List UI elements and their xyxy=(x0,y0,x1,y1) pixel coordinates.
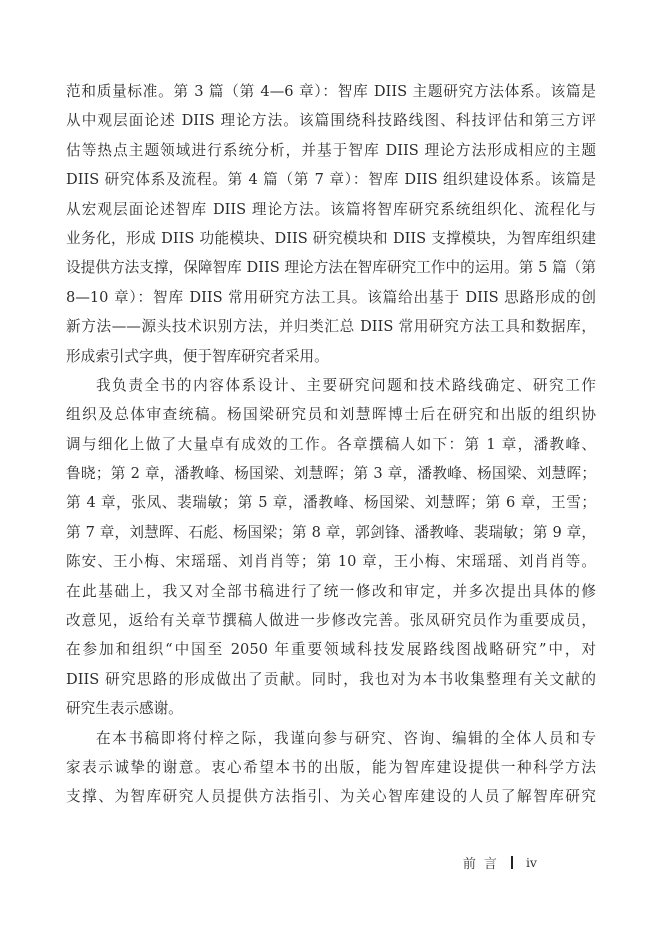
text-line: 设提供方法支撑，保障智库 DIIS 理论方法在智库研究工作中的运用。第 5 篇（第 xyxy=(66,259,596,277)
paragraph-structure-overview xyxy=(66,77,596,371)
text-line: DIIS 研究体系及流程。第 4 篇（第 7 章）：智库 DIIS 组织建设体系。该篇是 xyxy=(66,171,596,189)
paragraph-acknowledgements xyxy=(66,724,596,812)
text-line: 范和质量标准。第 3 篇（第 4—6 章）：智库 DIIS 主题研究方法体系。该篇是 xyxy=(66,83,596,100)
text-line: 形成索引式字典，便于智库研究者采用。 xyxy=(66,347,329,365)
text-line: 研究生表示感谢。 xyxy=(66,700,183,718)
text-line: DIIS 研究思路的形成做出了贡献。同时，我也对为本书收集整理有关文献的 xyxy=(66,670,596,688)
text-line: 在此基础上，我又对全部书稿进行了统一修改和审定，并多次提出具体的修 xyxy=(66,582,596,600)
text-line: 从宏观层面论述智库 DIIS 理论方法。该篇将智库研究系统组织化、流程化与 xyxy=(66,200,596,218)
body-text xyxy=(66,77,596,812)
text-line: 组织及总体审查统稿。杨国梁研究员和刘慧晖博士后在研究和出版的组织协 xyxy=(66,406,596,424)
text-line: 8—10 章）：智库 DIIS 常用研究方法工具。该篇给出基于 DIIS 思路形成的创 xyxy=(66,288,596,306)
text-line: 第 7 章，刘慧晖、石彪、杨国梁；第 8 章，郭剑锋、潘教峰、裴瑞敏；第 9 章， xyxy=(66,523,596,541)
text-line: 从中观层面论述 DIIS 理论方法。该篇围绕科技路线图、科技评估和第三方评 xyxy=(66,112,596,130)
paragraph-contributors xyxy=(66,371,596,724)
text-line: 我负责全书的内容体系设计、主要研究问题和技术路线确定、研究工作 xyxy=(96,376,596,394)
text-line: 新方法——源头技术识别方法，并归类汇总 DIIS 常用研究方法工具和数据库， xyxy=(66,318,596,336)
page-number: iv xyxy=(525,854,537,870)
text-line: 改意见，返给有关章节撰稿人做进一步修改完善。张凤研究员作为重要成员， xyxy=(66,612,596,630)
text-line: 业务化，形成 DIIS 功能模块、DIIS 研究模块和 DIIS 支撑模块，为智库组织建 xyxy=(66,229,596,247)
text-line: 调与细化上做了大量卓有成效的工作。各章撰稿人如下：第 1 章，潘教峰、 xyxy=(66,435,596,453)
text-line: 在参加和组织“中国至 2050 年重要领域科技发展路线图战略研究”中，对 xyxy=(66,641,596,659)
page-footer xyxy=(463,852,537,872)
text-line: 陈安、王小梅、宋瑶瑶、刘肖肖等；第 10 章，王小梅、宋瑶瑶、刘肖肖等。 xyxy=(66,553,596,571)
text-line: 支撑、为智库研究人员提供方法指引、为关心智库建设的人员了解智库研究 xyxy=(66,788,596,806)
text-line: 第 4 章，张凤、裴瑞敏；第 5 章，潘教峰、杨国梁、刘慧晖；第 6 章，王雪； xyxy=(66,494,596,512)
running-footer-section: 前言 xyxy=(462,856,505,872)
text-line: 家表示诚挚的谢意。衷心希望本书的出版，能为智库建设提供一种科学方法 xyxy=(66,758,596,776)
text-line: 估等热点主题领域进行系统分析，并基于智库 DIIS 理论方法形成相应的主题 xyxy=(66,141,596,159)
footer-divider xyxy=(511,856,513,869)
text-line: 鲁晓；第 2 章，潘教峰、杨国梁、刘慧晖；第 3 章，潘教峰、杨国梁、刘慧晖； xyxy=(66,465,596,483)
text-line: 在本书稿即将付梓之际，我谨向参与研究、咨询、编辑的全体人员和专 xyxy=(96,729,596,747)
